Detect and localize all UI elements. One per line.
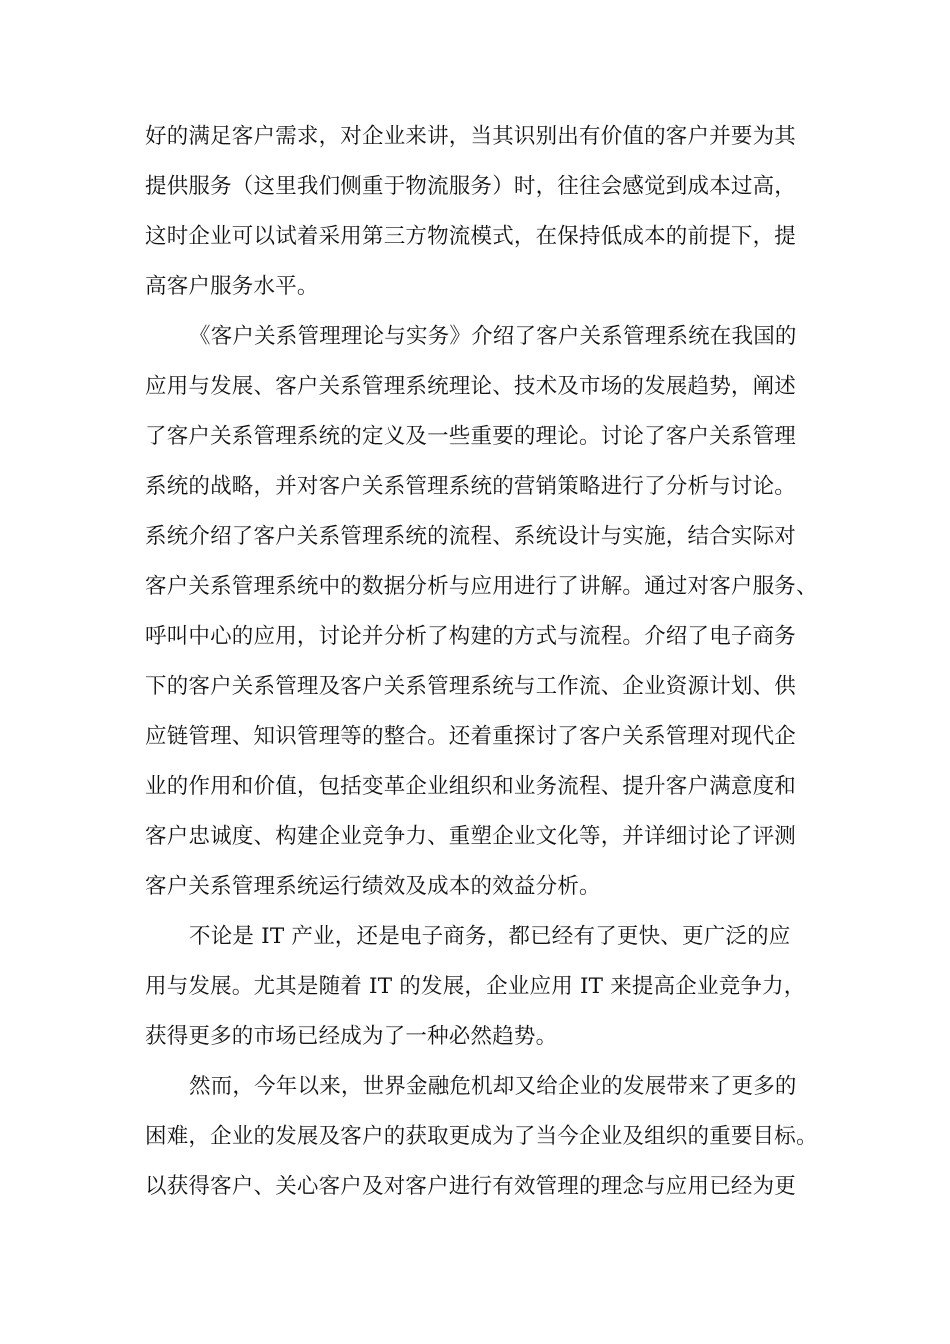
text-line: 这时企业可以试着采用第三方物流模式，在保持低成本的前提下，提 xyxy=(145,224,797,249)
text-line: 应链管理、知识管理等的整合。还着重探讨了客户关系管理对现代企 xyxy=(145,724,797,749)
text-line: 客户忠诚度、构建企业竞争力、重塑企业文化等，并详细讨论了评测 xyxy=(145,824,797,849)
document-body xyxy=(145,112,825,1212)
text-line: 以获得客户、关心客户及对客户进行有效管理的理念与应用已经为更 xyxy=(145,1174,797,1199)
text-line: 好的满足客户需求，对企业来讲，当其识别出有价值的客户并要为其 xyxy=(145,124,797,149)
text-line: 高客户服务水平。 xyxy=(145,274,319,299)
paragraph-3 xyxy=(145,912,825,1062)
text-line: 提供服务（这里我们侧重于物流服务）时，往往会感觉到成本过高， xyxy=(145,174,797,199)
text-line: 获得更多的市场已经成为了一种必然趋势。 xyxy=(145,1024,558,1049)
paragraph-1 xyxy=(145,112,825,312)
text-line: 系统介绍了客户关系管理系统的流程、系统设计与实施，结合实际对 xyxy=(145,524,797,549)
text-line: 困难，企业的发展及客户的获取更成为了当今企业及组织的重要目标。 xyxy=(145,1124,818,1149)
text-line: 《客户关系管理理论与实务》介绍了客户关系管理系统在我国的 xyxy=(189,324,797,349)
text-line: 不论是 IT 产业，还是电子商务，都已经有了更快、更广泛的应 xyxy=(189,924,791,949)
paragraph-2 xyxy=(145,312,825,912)
text-line: 应用与发展、客户关系管理系统理论、技术及市场的发展趋势，阐述 xyxy=(145,374,797,399)
text-line: 下的客户关系管理及客户关系管理系统与工作流、企业资源计划、供 xyxy=(145,674,797,699)
text-line: 系统的战略，并对客户关系管理系统的营销策略进行了分析与讨论。 xyxy=(145,474,797,499)
text-line: 然而，今年以来，世界金融危机却又给企业的发展带来了更多的 xyxy=(189,1074,797,1099)
text-line: 用与发展。尤其是随着 IT 的发展，企业应用 IT 来提高企业竞争力， xyxy=(145,974,806,999)
text-line: 呼叫中心的应用，讨论并分析了构建的方式与流程。介绍了电子商务 xyxy=(145,624,797,649)
text-line: 业的作用和价值，包括变革企业组织和业务流程、提升客户满意度和 xyxy=(145,774,797,799)
text-line: 客户关系管理系统运行绩效及成本的效益分析。 xyxy=(145,874,601,899)
text-line: 了客户关系管理系统的定义及一些重要的理论。讨论了客户关系管理 xyxy=(145,424,797,449)
paragraph-4 xyxy=(145,1062,825,1212)
text-line: 客户关系管理系统中的数据分析与应用进行了讲解。通过对客户服务、 xyxy=(145,574,818,599)
